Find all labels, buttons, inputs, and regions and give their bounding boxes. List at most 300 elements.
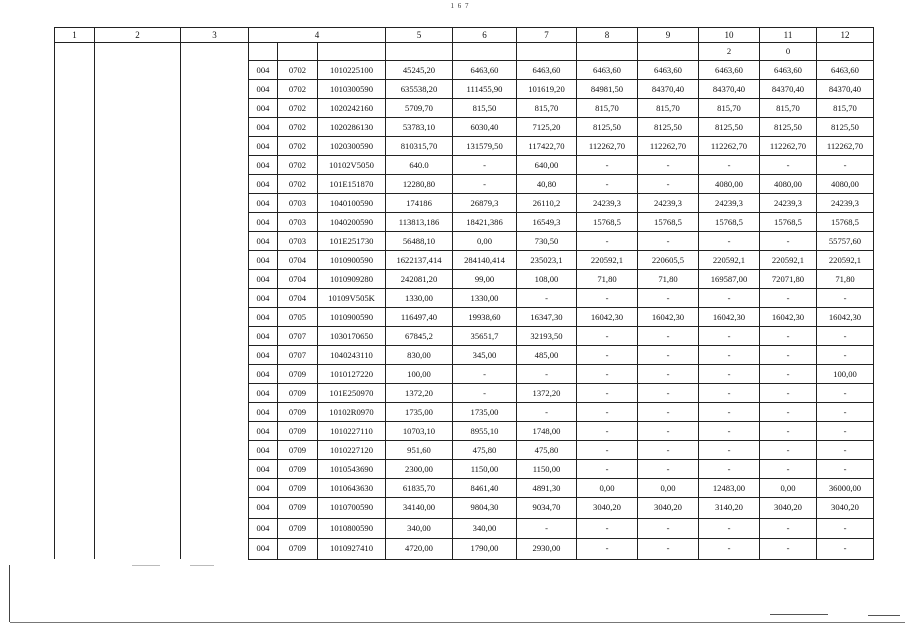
col12-cell: - <box>817 289 874 308</box>
col7-cell: 16347,30 <box>517 308 577 327</box>
section-cell: 0709 <box>278 384 318 403</box>
col6-cell: 35651,7 <box>453 327 517 346</box>
col7-cell: - <box>517 518 577 539</box>
col10-cell: - <box>699 327 760 346</box>
target-article-cell: 10102V5050 <box>318 156 386 175</box>
empty-cell <box>517 43 577 61</box>
col5-cell: 1622137,414 <box>386 251 453 270</box>
col6-cell: 111455,90 <box>453 80 517 99</box>
col9-cell: 112262,70 <box>638 137 699 156</box>
code-cell: 004 <box>249 365 278 384</box>
col10-cell: 24239,3 <box>699 194 760 213</box>
col8-cell: - <box>577 327 638 346</box>
target-article-cell: 1020286130 <box>318 118 386 137</box>
target-article-cell: 1010700590 <box>318 498 386 519</box>
code-cell: 004 <box>249 539 278 560</box>
col9-cell: - <box>638 518 699 539</box>
col7-cell: - <box>517 365 577 384</box>
subheader-row <box>55 43 874 61</box>
col12-cell: 3040,20 <box>817 498 874 519</box>
subheader-col10: 2 <box>699 43 760 61</box>
col5-cell: 67845,2 <box>386 327 453 346</box>
code-cell: 004 <box>249 175 278 194</box>
col9-cell: 0,00 <box>638 479 699 498</box>
section-cell: 0709 <box>278 498 318 519</box>
scan-smudge <box>190 565 214 566</box>
code-cell: 004 <box>249 346 278 365</box>
table-body <box>55 28 874 560</box>
col10-cell: - <box>699 518 760 539</box>
target-article-cell: 10102R0970 <box>318 403 386 422</box>
col9-cell: - <box>638 441 699 460</box>
col12-cell: 36000,00 <box>817 479 874 498</box>
col5-cell: 5709,70 <box>386 99 453 118</box>
col6-cell: - <box>453 365 517 384</box>
col5-cell: 45245,20 <box>386 61 453 80</box>
code-cell: 004 <box>249 403 278 422</box>
section-cell: 0702 <box>278 118 318 137</box>
col5-cell: 340,00 <box>386 518 453 539</box>
section-cell: 0707 <box>278 327 318 346</box>
col12-cell: - <box>817 422 874 441</box>
col5-cell: 640.0 <box>386 156 453 175</box>
code-cell: 004 <box>249 156 278 175</box>
code-cell: 004 <box>249 518 278 539</box>
col8-cell: - <box>577 289 638 308</box>
col7-cell: 9034,70 <box>517 498 577 519</box>
col9-cell: - <box>638 289 699 308</box>
col7-cell: 1372,20 <box>517 384 577 403</box>
section-cell: 0709 <box>278 518 318 539</box>
col11-cell: 4080,00 <box>760 175 817 194</box>
col10-cell: - <box>699 156 760 175</box>
col11-cell: 24239,3 <box>760 194 817 213</box>
code-cell: 004 <box>249 308 278 327</box>
col9-cell: 16042,30 <box>638 308 699 327</box>
col8-cell: 815,70 <box>577 99 638 118</box>
empty-cell <box>249 43 278 61</box>
code-cell: 004 <box>249 99 278 118</box>
header-cell-6: 6 <box>453 28 517 43</box>
col12-cell: 16042,30 <box>817 308 874 327</box>
col11-cell: 8125,50 <box>760 118 817 137</box>
col10-cell: 169587,00 <box>699 270 760 289</box>
col7-cell: 6463,60 <box>517 61 577 80</box>
col5-cell: 1372,20 <box>386 384 453 403</box>
target-article-cell: 1040243110 <box>318 346 386 365</box>
col12-cell: 112262,70 <box>817 137 874 156</box>
header-cell-12: 12 <box>817 28 874 43</box>
col5-cell: 56488,10 <box>386 232 453 251</box>
col12-cell: - <box>817 403 874 422</box>
col12-cell: - <box>817 441 874 460</box>
col12-cell: 8125,50 <box>817 118 874 137</box>
col5-cell: 635538,20 <box>386 80 453 99</box>
col8-cell: 8125,50 <box>577 118 638 137</box>
col10-cell: 112262,70 <box>699 137 760 156</box>
col12-cell: 4080,00 <box>817 175 874 194</box>
merged-col-2 <box>95 43 181 560</box>
col6-cell: 1790,00 <box>453 539 517 560</box>
col10-cell: - <box>699 539 760 560</box>
merged-col-1 <box>55 43 95 560</box>
code-cell: 004 <box>249 194 278 213</box>
col10-cell: 16042,30 <box>699 308 760 327</box>
col7-cell: - <box>517 289 577 308</box>
col5-cell: 53783,10 <box>386 118 453 137</box>
col6-cell: 475,80 <box>453 441 517 460</box>
target-article-cell: 1010927410 <box>318 539 386 560</box>
col9-cell: 6463,60 <box>638 61 699 80</box>
col7-cell: 730,50 <box>517 232 577 251</box>
code-cell: 004 <box>249 441 278 460</box>
section-cell: 0703 <box>278 213 318 232</box>
col11-cell: - <box>760 365 817 384</box>
col7-cell: 2930,00 <box>517 539 577 560</box>
header-cell-2: 2 <box>95 28 181 43</box>
col6-cell: 284140,414 <box>453 251 517 270</box>
col5-cell: 810315,70 <box>386 137 453 156</box>
header-cell-9: 9 <box>638 28 699 43</box>
col11-cell: 15768,5 <box>760 213 817 232</box>
col8-cell: - <box>577 156 638 175</box>
section-cell: 0709 <box>278 441 318 460</box>
col11-cell: - <box>760 232 817 251</box>
col6-cell: 19938,60 <box>453 308 517 327</box>
col12-cell: 6463,60 <box>817 61 874 80</box>
section-cell: 0702 <box>278 175 318 194</box>
header-cell-8: 8 <box>577 28 638 43</box>
col8-cell: - <box>577 365 638 384</box>
target-article-cell: 101E250970 <box>318 384 386 403</box>
col12-cell: - <box>817 460 874 479</box>
section-cell: 0709 <box>278 539 318 560</box>
section-cell: 0707 <box>278 346 318 365</box>
col9-cell: - <box>638 422 699 441</box>
target-article-cell: 1040100590 <box>318 194 386 213</box>
col8-cell: - <box>577 460 638 479</box>
col9-cell: 15768,5 <box>638 213 699 232</box>
col12-cell: 220592,1 <box>817 251 874 270</box>
col7-cell: 815,70 <box>517 99 577 118</box>
col11-cell: - <box>760 403 817 422</box>
code-cell: 004 <box>249 479 278 498</box>
col5-cell: 242081,20 <box>386 270 453 289</box>
col7-cell: 101619,20 <box>517 80 577 99</box>
col11-cell: - <box>760 539 817 560</box>
code-cell: 004 <box>249 80 278 99</box>
target-article-cell: 1020300590 <box>318 137 386 156</box>
code-cell: 004 <box>249 289 278 308</box>
col6-cell: 0,00 <box>453 232 517 251</box>
col7-cell: 7125,20 <box>517 118 577 137</box>
col7-cell: 235023,1 <box>517 251 577 270</box>
col8-cell: 24239,3 <box>577 194 638 213</box>
target-article-cell: 101E251730 <box>318 232 386 251</box>
col9-cell: - <box>638 175 699 194</box>
col7-cell: 26110,2 <box>517 194 577 213</box>
col11-cell: 3040,20 <box>760 498 817 519</box>
signature-line <box>868 615 900 616</box>
col10-cell: - <box>699 232 760 251</box>
col12-cell: - <box>817 518 874 539</box>
section-cell: 0709 <box>278 479 318 498</box>
code-cell: 004 <box>249 232 278 251</box>
col8-cell: - <box>577 175 638 194</box>
col9-cell: - <box>638 365 699 384</box>
header-cell-4: 4 <box>249 28 386 43</box>
col10-cell: - <box>699 441 760 460</box>
page-frame-bottom <box>10 622 905 623</box>
col6-cell: 815,50 <box>453 99 517 118</box>
section-cell: 0703 <box>278 232 318 251</box>
col6-cell: 1150,00 <box>453 460 517 479</box>
col8-cell: - <box>577 403 638 422</box>
col12-cell: - <box>817 539 874 560</box>
code-cell: 004 <box>249 270 278 289</box>
col6-cell: 26879,3 <box>453 194 517 213</box>
col5-cell: 1330,00 <box>386 289 453 308</box>
col10-cell: 3140,20 <box>699 498 760 519</box>
code-cell: 004 <box>249 498 278 519</box>
target-article-cell: 1010643630 <box>318 479 386 498</box>
col12-cell: 100,00 <box>817 365 874 384</box>
code-cell: 004 <box>249 460 278 479</box>
col10-cell: - <box>699 422 760 441</box>
col7-cell: 16549,3 <box>517 213 577 232</box>
col11-cell: 16042,30 <box>760 308 817 327</box>
col6-cell: 340,00 <box>453 518 517 539</box>
col5-cell: 34140,00 <box>386 498 453 519</box>
col8-cell: 16042,30 <box>577 308 638 327</box>
col12-cell: 15768,5 <box>817 213 874 232</box>
col7-cell: 1150,00 <box>517 460 577 479</box>
col12-cell: - <box>817 346 874 365</box>
section-cell: 0709 <box>278 460 318 479</box>
col12-cell: - <box>817 384 874 403</box>
col9-cell: 84370,40 <box>638 80 699 99</box>
header-row <box>55 28 874 43</box>
col6-cell: 8955,10 <box>453 422 517 441</box>
col7-cell: 640,00 <box>517 156 577 175</box>
col9-cell: 815,70 <box>638 99 699 118</box>
header-cell-3: 3 <box>181 28 249 43</box>
col10-cell: 12483,00 <box>699 479 760 498</box>
col6-cell: 1330,00 <box>453 289 517 308</box>
col9-cell: - <box>638 539 699 560</box>
col8-cell: - <box>577 346 638 365</box>
scan-smudge <box>132 565 160 566</box>
target-article-cell: 1010127220 <box>318 365 386 384</box>
col6-cell: 345,00 <box>453 346 517 365</box>
section-cell: 0702 <box>278 80 318 99</box>
col9-cell: - <box>638 232 699 251</box>
col11-cell: - <box>760 460 817 479</box>
col6-cell: - <box>453 384 517 403</box>
target-article-cell: 1010900590 <box>318 308 386 327</box>
target-article-cell: 1040200590 <box>318 213 386 232</box>
col11-cell: - <box>760 156 817 175</box>
col11-cell: - <box>760 518 817 539</box>
empty-cell <box>453 43 517 61</box>
signature-line <box>770 614 828 615</box>
col8-cell: 112262,70 <box>577 137 638 156</box>
col8-cell: 71,80 <box>577 270 638 289</box>
col11-cell: - <box>760 289 817 308</box>
col11-cell: 72071,80 <box>760 270 817 289</box>
col9-cell: 8125,50 <box>638 118 699 137</box>
col12-cell: 24239,3 <box>817 194 874 213</box>
col9-cell: 220605,5 <box>638 251 699 270</box>
target-article-cell: 1010543690 <box>318 460 386 479</box>
section-cell: 0709 <box>278 403 318 422</box>
col12-cell: - <box>817 327 874 346</box>
col11-cell: 6463,60 <box>760 61 817 80</box>
col6-cell: 99,00 <box>453 270 517 289</box>
code-cell: 004 <box>249 422 278 441</box>
col10-cell: 15768,5 <box>699 213 760 232</box>
col10-cell: 220592,1 <box>699 251 760 270</box>
col7-cell: 1748,00 <box>517 422 577 441</box>
target-article-cell: 1010300590 <box>318 80 386 99</box>
code-cell: 004 <box>249 137 278 156</box>
col8-cell: - <box>577 422 638 441</box>
col5-cell: 951,60 <box>386 441 453 460</box>
section-cell: 0702 <box>278 61 318 80</box>
empty-cell <box>278 43 318 61</box>
section-cell: 0704 <box>278 251 318 270</box>
section-cell: 0709 <box>278 422 318 441</box>
code-cell: 004 <box>249 251 278 270</box>
col7-cell: 40,80 <box>517 175 577 194</box>
col10-cell: 6463,60 <box>699 61 760 80</box>
col10-cell: - <box>699 384 760 403</box>
target-article-cell: 1010227110 <box>318 422 386 441</box>
col9-cell: - <box>638 156 699 175</box>
col10-cell: - <box>699 403 760 422</box>
code-cell: 004 <box>249 61 278 80</box>
col12-cell: 84370,40 <box>817 80 874 99</box>
col10-cell: - <box>699 346 760 365</box>
section-cell: 0709 <box>278 365 318 384</box>
col6-cell: - <box>453 156 517 175</box>
col11-cell: - <box>760 422 817 441</box>
col5-cell: 61835,70 <box>386 479 453 498</box>
col12-cell: 71,80 <box>817 270 874 289</box>
target-article-cell: 1010225100 <box>318 61 386 80</box>
col6-cell: 9804,30 <box>453 498 517 519</box>
col10-cell: - <box>699 289 760 308</box>
col11-cell: 815,70 <box>760 99 817 118</box>
col7-cell: 475,80 <box>517 441 577 460</box>
col7-cell: 32193,50 <box>517 327 577 346</box>
col11-cell: 112262,70 <box>760 137 817 156</box>
section-cell: 0702 <box>278 99 318 118</box>
col5-cell: 174186 <box>386 194 453 213</box>
code-cell: 004 <box>249 118 278 137</box>
budget-table <box>54 27 874 560</box>
section-cell: 0702 <box>278 156 318 175</box>
header-cell-7: 7 <box>517 28 577 43</box>
col8-cell: 6463,60 <box>577 61 638 80</box>
col9-cell: 3040,20 <box>638 498 699 519</box>
col7-cell: - <box>517 403 577 422</box>
col12-cell: - <box>817 156 874 175</box>
col5-cell: 116497,40 <box>386 308 453 327</box>
target-article-cell: 1010800590 <box>318 518 386 539</box>
col7-cell: 4891,30 <box>517 479 577 498</box>
col8-cell: - <box>577 441 638 460</box>
col6-cell: 1735,00 <box>453 403 517 422</box>
col6-cell: 131579,50 <box>453 137 517 156</box>
col11-cell: - <box>760 327 817 346</box>
section-cell: 0705 <box>278 308 318 327</box>
col5-cell: 100,00 <box>386 365 453 384</box>
page-number: 1 6 7 <box>450 2 470 10</box>
section-cell: 0702 <box>278 137 318 156</box>
col9-cell: - <box>638 346 699 365</box>
code-cell: 004 <box>249 213 278 232</box>
col6-cell: - <box>453 175 517 194</box>
col5-cell: 2300,00 <box>386 460 453 479</box>
header-cell-11: 11 <box>760 28 817 43</box>
target-article-cell: 1010227120 <box>318 441 386 460</box>
empty-cell <box>386 43 453 61</box>
col6-cell: 18421,386 <box>453 213 517 232</box>
empty-cell <box>318 43 386 61</box>
empty-cell <box>817 43 874 61</box>
section-cell: 0704 <box>278 289 318 308</box>
col9-cell: - <box>638 403 699 422</box>
target-article-cell: 10109V505K <box>318 289 386 308</box>
code-cell: 004 <box>249 327 278 346</box>
col7-cell: 117422,70 <box>517 137 577 156</box>
col10-cell: 84370,40 <box>699 80 760 99</box>
target-article-cell: 1010900590 <box>318 251 386 270</box>
section-cell: 0703 <box>278 194 318 213</box>
col10-cell: 8125,50 <box>699 118 760 137</box>
col7-cell: 108,00 <box>517 270 577 289</box>
col8-cell: - <box>577 539 638 560</box>
col5-cell: 10703,10 <box>386 422 453 441</box>
col5-cell: 1735,00 <box>386 403 453 422</box>
col10-cell: - <box>699 460 760 479</box>
code-cell: 004 <box>249 384 278 403</box>
col6-cell: 6463,60 <box>453 61 517 80</box>
merged-col-3 <box>181 43 249 560</box>
header-cell-1: 1 <box>55 28 95 43</box>
col8-cell: 3040,20 <box>577 498 638 519</box>
col9-cell: 24239,3 <box>638 194 699 213</box>
col8-cell: 84981,50 <box>577 80 638 99</box>
col8-cell: - <box>577 518 638 539</box>
col9-cell: - <box>638 384 699 403</box>
target-article-cell: 101E151870 <box>318 175 386 194</box>
col9-cell: 71,80 <box>638 270 699 289</box>
col11-cell: - <box>760 346 817 365</box>
col5-cell: 113813,186 <box>386 213 453 232</box>
col10-cell: 815,70 <box>699 99 760 118</box>
col11-cell: - <box>760 384 817 403</box>
col12-cell: 815,70 <box>817 99 874 118</box>
col9-cell: - <box>638 460 699 479</box>
col12-cell: 55757,60 <box>817 232 874 251</box>
target-article-cell: 1010909280 <box>318 270 386 289</box>
col11-cell: 0,00 <box>760 479 817 498</box>
col6-cell: 6030,40 <box>453 118 517 137</box>
col5-cell: 830,00 <box>386 346 453 365</box>
col8-cell: 0,00 <box>577 479 638 498</box>
